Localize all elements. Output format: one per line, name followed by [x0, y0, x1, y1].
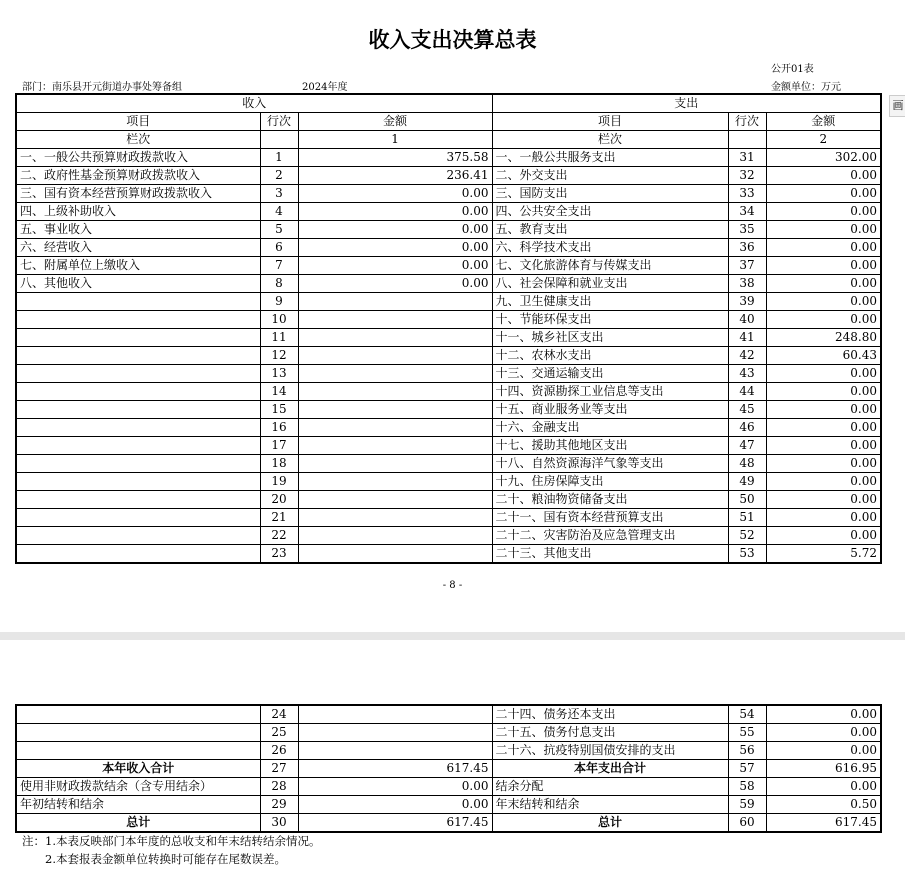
income-header: 收入	[16, 94, 492, 113]
department: 部门：南乐县开元街道办事处筹备组	[22, 82, 182, 93]
income-amount	[298, 365, 492, 383]
table-row	[16, 742, 881, 760]
expense-item: 八、社会保障和就业支出	[492, 275, 728, 293]
table-row	[16, 293, 881, 311]
expense-line: 34	[728, 203, 766, 221]
income-line: 2	[260, 167, 298, 185]
expense-amount: 248.80	[766, 329, 881, 347]
income-item	[16, 401, 260, 419]
expense-line: 39	[728, 293, 766, 311]
col-line: 行次	[260, 113, 298, 131]
income-line: 27	[260, 760, 298, 778]
income-amount: 617.45	[298, 760, 492, 778]
income-amount: 0.00	[298, 796, 492, 814]
expense-line: 49	[728, 473, 766, 491]
table-row	[16, 760, 881, 778]
income-item: 二、政府性基金预算财政拨款收入	[16, 167, 260, 185]
income-item	[16, 419, 260, 437]
expense-line: 42	[728, 347, 766, 365]
income-amount	[298, 545, 492, 564]
expense-line: 33	[728, 185, 766, 203]
income-line: 8	[260, 275, 298, 293]
col-amount: 金额	[298, 113, 492, 131]
expense-item: 二十三、其他支出	[492, 545, 728, 564]
table-row	[16, 545, 881, 564]
income-line: 13	[260, 365, 298, 383]
expense-item: 七、文化旅游体育与传媒支出	[492, 257, 728, 275]
income-item	[16, 724, 260, 742]
income-amount	[298, 419, 492, 437]
income-line: 3	[260, 185, 298, 203]
income-line: 17	[260, 437, 298, 455]
income-amount	[298, 401, 492, 419]
income-line: 21	[260, 509, 298, 527]
income-item: 五、事业收入	[16, 221, 260, 239]
expense-amount: 617.45	[766, 814, 881, 833]
income-line: 28	[260, 778, 298, 796]
income-line: 6	[260, 239, 298, 257]
expense-line: 50	[728, 491, 766, 509]
table-row	[16, 437, 881, 455]
income-amount: 375.58	[298, 149, 492, 167]
col-amount: 金额	[766, 113, 881, 131]
expense-amount: 5.72	[766, 545, 881, 564]
income-line: 20	[260, 491, 298, 509]
income-amount	[298, 527, 492, 545]
income-amount	[298, 455, 492, 473]
income-line: 7	[260, 257, 298, 275]
expense-item: 九、卫生健康支出	[492, 293, 728, 311]
expense-item: 十五、商业服务业等支出	[492, 401, 728, 419]
income-line: 18	[260, 455, 298, 473]
income-amount	[298, 293, 492, 311]
income-item	[16, 311, 260, 329]
expense-line: 47	[728, 437, 766, 455]
income-line: 12	[260, 347, 298, 365]
expense-line: 60	[728, 814, 766, 833]
expense-line: 37	[728, 257, 766, 275]
expense-amount: 302.00	[766, 149, 881, 167]
income-line: 5	[260, 221, 298, 239]
income-item: 总计	[16, 814, 260, 833]
expense-item: 五、教育支出	[492, 221, 728, 239]
income-item: 七、附属单位上缴收入	[16, 257, 260, 275]
expense-amount: 0.00	[766, 419, 881, 437]
table-row	[16, 724, 881, 742]
table-row	[16, 275, 881, 293]
expense-amount: 0.00	[766, 257, 881, 275]
table-row	[16, 149, 881, 167]
expense-item: 结余分配	[492, 778, 728, 796]
income-amount	[298, 437, 492, 455]
expense-amount: 0.00	[766, 383, 881, 401]
income-amount	[298, 383, 492, 401]
income-line: 22	[260, 527, 298, 545]
expense-line: 53	[728, 545, 766, 564]
expense-amount: 0.00	[766, 527, 881, 545]
expense-line: 48	[728, 455, 766, 473]
table-row	[16, 796, 881, 814]
expense-item: 十三、交通运输支出	[492, 365, 728, 383]
expense-line: 36	[728, 239, 766, 257]
income-item: 三、国有资本经营预算财政拨款收入	[16, 185, 260, 203]
expense-line: 52	[728, 527, 766, 545]
expense-line: 45	[728, 401, 766, 419]
expense-amount: 0.00	[766, 509, 881, 527]
expense-item: 十九、住房保障支出	[492, 473, 728, 491]
expense-line: 38	[728, 275, 766, 293]
expense-item: 二十六、抗疫特别国债安排的支出	[492, 742, 728, 760]
expense-amount: 0.00	[766, 455, 881, 473]
income-line: 9	[260, 293, 298, 311]
income-line: 10	[260, 311, 298, 329]
income-line: 23	[260, 545, 298, 564]
income-amount: 0.00	[298, 778, 492, 796]
income-amount: 0.00	[298, 221, 492, 239]
table-row	[16, 347, 881, 365]
income-line: 4	[260, 203, 298, 221]
expense-line: 31	[728, 149, 766, 167]
expense-amount: 0.00	[766, 778, 881, 796]
table-row	[16, 473, 881, 491]
table-row	[16, 401, 881, 419]
table-row	[16, 203, 881, 221]
expense-line: 59	[728, 796, 766, 814]
expense-line: 46	[728, 419, 766, 437]
expense-amount: 0.00	[766, 724, 881, 742]
expense-line: 55	[728, 724, 766, 742]
expense-line: 32	[728, 167, 766, 185]
col-item: 项目	[16, 113, 260, 131]
income-line: 11	[260, 329, 298, 347]
income-item	[16, 705, 260, 724]
income-item	[16, 455, 260, 473]
table-row	[16, 185, 881, 203]
income-item: 八、其他收入	[16, 275, 260, 293]
column-label: 栏次	[492, 131, 728, 149]
income-line: 26	[260, 742, 298, 760]
expense-item: 六、科学技术支出	[492, 239, 728, 257]
note-1: 注：1.本表反映部门本年度的总收支和年末结转结余情况。	[22, 834, 321, 848]
expense-item: 三、国防支出	[492, 185, 728, 203]
column-number: 2	[766, 131, 881, 149]
expense-amount: 616.95	[766, 760, 881, 778]
column-label: 栏次	[16, 131, 260, 149]
income-item	[16, 383, 260, 401]
expense-amount: 0.00	[766, 401, 881, 419]
income-amount: 0.00	[298, 239, 492, 257]
table-row	[16, 383, 881, 401]
income-item	[16, 365, 260, 383]
expense-item: 二十二、灾害防治及应急管理支出	[492, 527, 728, 545]
income-amount	[298, 473, 492, 491]
page-title: 收入支出决算总表	[368, 28, 537, 52]
income-item	[16, 742, 260, 760]
income-item: 一、一般公共预算财政拨款收入	[16, 149, 260, 167]
table-row	[16, 257, 881, 275]
table-row	[16, 329, 881, 347]
table-row	[16, 778, 881, 796]
income-line: 16	[260, 419, 298, 437]
page-separator	[0, 632, 905, 640]
income-expense-table-page1	[15, 93, 882, 564]
expense-amount: 0.00	[766, 275, 881, 293]
expense-amount: 60.43	[766, 347, 881, 365]
income-item: 年初结转和结余	[16, 796, 260, 814]
income-amount	[298, 329, 492, 347]
expense-amount: 0.00	[766, 365, 881, 383]
expense-line: 41	[728, 329, 766, 347]
income-item	[16, 437, 260, 455]
expense-line: 35	[728, 221, 766, 239]
expense-amount: 0.00	[766, 221, 881, 239]
expense-line: 44	[728, 383, 766, 401]
expense-header: 支出	[492, 94, 881, 113]
income-item	[16, 509, 260, 527]
table-row	[16, 221, 881, 239]
expense-amount: 0.00	[766, 437, 881, 455]
income-amount: 617.45	[298, 814, 492, 833]
expense-item: 一、一般公共服务支出	[492, 149, 728, 167]
expense-item: 十四、资源勘探工业信息等支出	[492, 383, 728, 401]
income-expense-table-page2	[15, 704, 882, 833]
income-amount: 0.00	[298, 275, 492, 293]
col-item: 项目	[492, 113, 728, 131]
expense-item: 十八、自然资源海洋气象等支出	[492, 455, 728, 473]
income-item	[16, 293, 260, 311]
income-item	[16, 329, 260, 347]
side-panel-button[interactable]: 画	[889, 95, 905, 117]
table-row	[16, 527, 881, 545]
expense-line: 57	[728, 760, 766, 778]
expense-amount: 0.00	[766, 293, 881, 311]
income-amount	[298, 509, 492, 527]
expense-item: 二十五、债务付息支出	[492, 724, 728, 742]
table-row	[16, 455, 881, 473]
table-row	[16, 705, 881, 724]
table-row	[16, 365, 881, 383]
table-row	[16, 814, 881, 833]
expense-item: 二十四、债务还本支出	[492, 705, 728, 724]
expense-line: 43	[728, 365, 766, 383]
expense-amount: 0.50	[766, 796, 881, 814]
income-amount: 0.00	[298, 185, 492, 203]
income-item	[16, 527, 260, 545]
expense-item: 十七、援助其他地区支出	[492, 437, 728, 455]
expense-item: 年末结转和结余	[492, 796, 728, 814]
income-amount	[298, 347, 492, 365]
form-code: 公开01表	[771, 64, 814, 75]
expense-item: 十六、金融支出	[492, 419, 728, 437]
table-row	[16, 419, 881, 437]
income-item	[16, 347, 260, 365]
income-amount	[298, 705, 492, 724]
empty-cell	[728, 131, 766, 149]
income-line: 1	[260, 149, 298, 167]
income-item: 使用非财政拨款结余（含专用结余）	[16, 778, 260, 796]
income-item	[16, 545, 260, 564]
expense-item: 四、公共安全支出	[492, 203, 728, 221]
income-amount: 0.00	[298, 257, 492, 275]
income-line: 29	[260, 796, 298, 814]
expense-line: 56	[728, 742, 766, 760]
income-amount	[298, 311, 492, 329]
column-number: 1	[298, 131, 492, 149]
expense-amount: 0.00	[766, 491, 881, 509]
income-line: 14	[260, 383, 298, 401]
expense-amount: 0.00	[766, 203, 881, 221]
table-row	[16, 239, 881, 257]
table-row	[16, 509, 881, 527]
note-2: 2.本套报表金额单位转换时可能存在尾数误差。	[45, 852, 286, 866]
income-amount	[298, 491, 492, 509]
expense-item: 二十、粮油物资储备支出	[492, 491, 728, 509]
expense-amount: 0.00	[766, 167, 881, 185]
expense-item: 十一、城乡社区支出	[492, 329, 728, 347]
income-item	[16, 473, 260, 491]
page-number: - 8 -	[442, 580, 463, 591]
expense-line: 40	[728, 311, 766, 329]
income-item: 六、经营收入	[16, 239, 260, 257]
income-line: 19	[260, 473, 298, 491]
expense-amount: 0.00	[766, 473, 881, 491]
income-amount	[298, 742, 492, 760]
expense-amount: 0.00	[766, 742, 881, 760]
table-row	[16, 491, 881, 509]
income-line: 30	[260, 814, 298, 833]
year: 2024年度	[302, 82, 348, 93]
income-line: 25	[260, 724, 298, 742]
income-amount: 0.00	[298, 203, 492, 221]
expense-item: 二十一、国有资本经营预算支出	[492, 509, 728, 527]
unit: 金额单位：万元	[771, 82, 841, 93]
expense-amount: 0.00	[766, 185, 881, 203]
expense-amount: 0.00	[766, 311, 881, 329]
expense-amount: 0.00	[766, 705, 881, 724]
expense-item: 二、外交支出	[492, 167, 728, 185]
empty-cell	[260, 131, 298, 149]
income-item	[16, 491, 260, 509]
income-item: 本年收入合计	[16, 760, 260, 778]
income-line: 24	[260, 705, 298, 724]
expense-item: 十二、农林水支出	[492, 347, 728, 365]
expense-line: 51	[728, 509, 766, 527]
expense-item: 总计	[492, 814, 728, 833]
income-amount	[298, 724, 492, 742]
col-line: 行次	[728, 113, 766, 131]
expense-amount: 0.00	[766, 239, 881, 257]
income-amount: 236.41	[298, 167, 492, 185]
expense-item: 本年支出合计	[492, 760, 728, 778]
table-row	[16, 311, 881, 329]
income-line: 15	[260, 401, 298, 419]
table-row	[16, 167, 881, 185]
expense-line: 54	[728, 705, 766, 724]
expense-line: 58	[728, 778, 766, 796]
income-item: 四、上级补助收入	[16, 203, 260, 221]
expense-item: 十、节能环保支出	[492, 311, 728, 329]
